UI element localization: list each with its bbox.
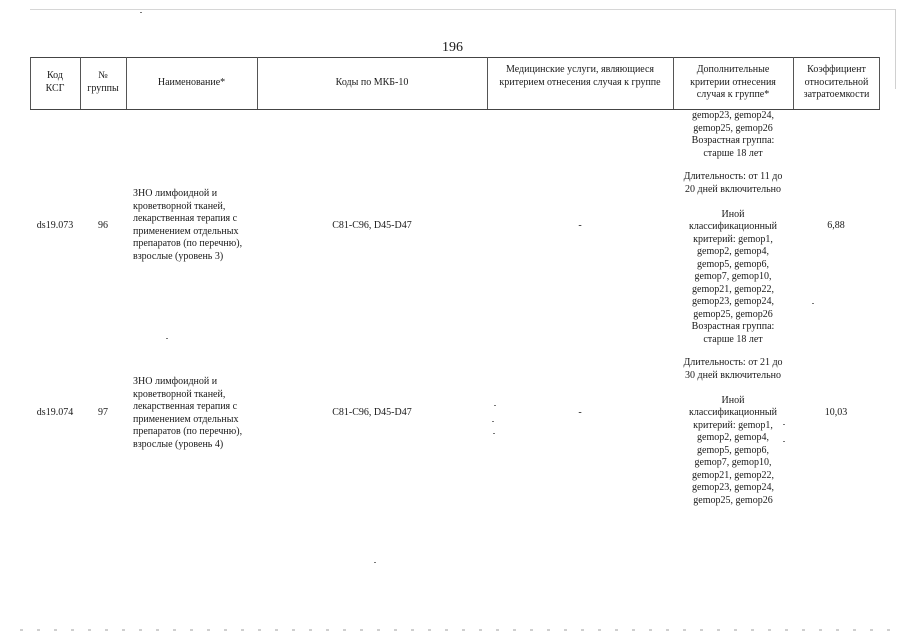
header-criteria: Дополнительные критерии отнесения случая к группе* <box>690 64 776 100</box>
scan-speck <box>783 424 785 425</box>
criteria-continuation: gemop23, gemop24, gemop25, gemop26 Возрастная группа: старше 18 лет <box>691 110 775 159</box>
table-top-border <box>30 57 880 58</box>
ksg-code: ds19.074 <box>36 407 74 418</box>
scan-speck <box>812 303 814 304</box>
group-number: 97 <box>98 407 108 418</box>
medical-services: - <box>578 407 582 418</box>
header-divider <box>673 57 674 109</box>
group-number: 96 <box>98 220 108 231</box>
header-group-number: № группы <box>87 70 119 94</box>
scan-speck <box>166 338 168 339</box>
header-divider <box>487 57 488 109</box>
scan-top-edge <box>30 9 895 10</box>
cost-coefficient: 10,03 <box>824 407 848 418</box>
header-name: Наименование* <box>157 77 226 88</box>
scan-speck <box>493 433 495 434</box>
scan-speck <box>492 421 494 422</box>
mkb-codes: C81-C96, D45-D47 <box>332 407 412 418</box>
header-divider <box>793 57 794 109</box>
scan-speck <box>140 12 142 13</box>
group-name: ЗНО лимфоидной и кроветворной тканей, лекарственная терапия с применением отдельных препаратов (по перечню), взрослые (уровень 4) <box>133 376 243 450</box>
additional-criteria: Длительность: от 21 до 30 дней включительно Иной классификационный критерий: gemop1, gemop2, gemop4, gemop5, gemop6, gemop7, gemop10, gemop21, gemop22, gemop23, gemop24, gemop25, gemop26 <box>683 357 783 506</box>
header-divider <box>879 57 880 109</box>
scan-speck <box>783 441 785 442</box>
ksg-code: ds19.073 <box>36 220 74 231</box>
medical-services: - <box>578 220 582 231</box>
header-coefficient: Коэффициент относительной затратоемкости <box>803 64 870 100</box>
cost-coefficient: 6,88 <box>827 220 845 231</box>
scan-speck <box>494 405 496 406</box>
additional-criteria: Длительность: от 11 до 20 дней включительно Иной классификационный критерий: gemop1, gemop2, gemop4, gemop5, gemop6, gemop7, gemop10, gemop21, gemop22, gemop23, gemop24, gemop25, gemop26 Возрастная группа: старше 18 лет <box>683 171 783 345</box>
header-services: Медицинские услуги, являющиеся критерием отнесения случая к группе <box>499 64 661 88</box>
scan-bottom-noise <box>20 629 890 631</box>
mkb-codes: C81-C96, D45-D47 <box>332 220 412 231</box>
page-number: 196 <box>442 40 463 55</box>
header-code: Код КСГ <box>45 70 65 94</box>
scan-speck <box>374 562 376 563</box>
header-mkb: Коды по МКБ-10 <box>335 77 409 88</box>
group-name: ЗНО лимфоидной и кроветворной тканей, лекарственная терапия с применением отдельных препаратов (по перечню), взрослые (уровень 3) <box>133 188 243 262</box>
